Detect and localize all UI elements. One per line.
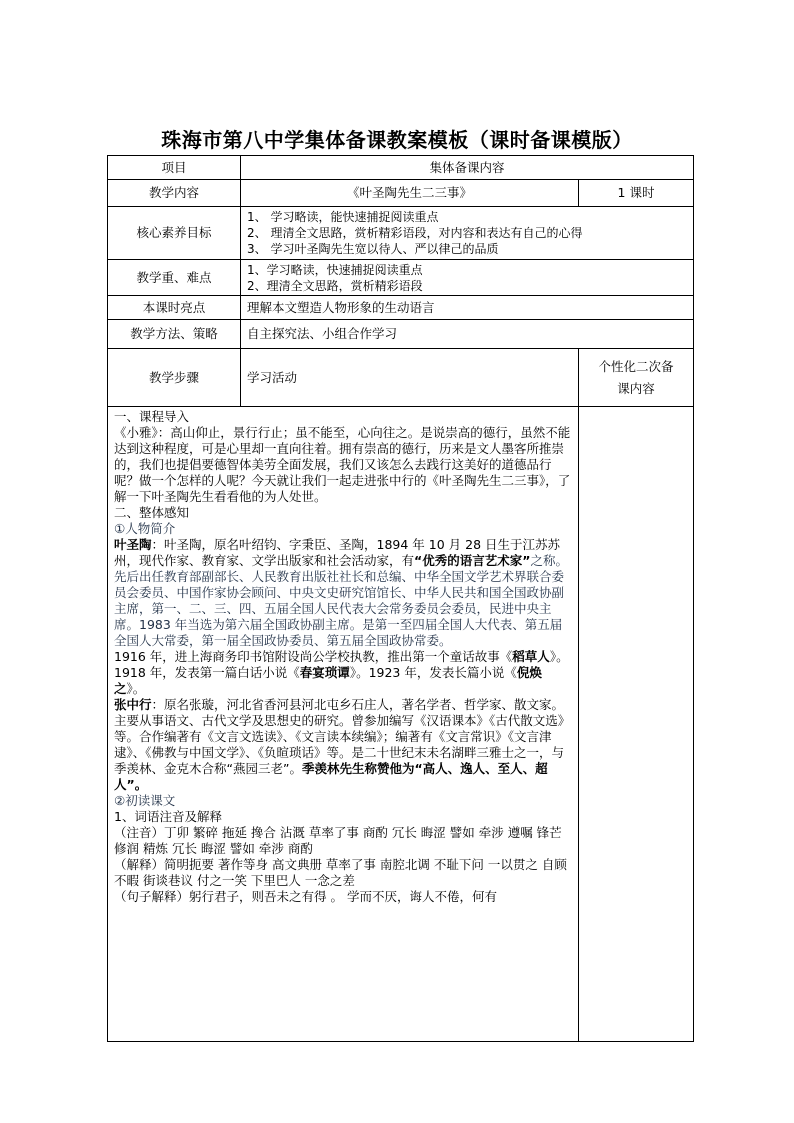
- lesson-body: [108, 407, 579, 1042]
- works-text: 1916 年，进上海商务印书馆附设尚公学校执教，推出第一个童话故事《: [114, 649, 513, 664]
- steps-personal-line: 个性化二次备: [598, 358, 674, 374]
- steps-personal-line: 课内容: [617, 380, 655, 396]
- section-heading: 二、整体感知: [114, 505, 190, 520]
- intro-paragraph: 《小雅》：高山仰止，景行行止；虽不能至，心向往之。是说崇高的德行，虽然不能达到这种程度，可是心里却一直向往着。拥有崇高的德行，历来是文人墨客所推崇的，我们也提倡要德智体美劳全面发展，我们又该怎么去践行这美好的道德品行呢？做一个怎样的人呢？今天就让我们一起走进张中行的《叶圣陶先生二三事》，了解一下叶圣陶先生看看他的为人处世。: [114, 425, 571, 504]
- teaching-content-value: 《叶圣陶先生二三事》: [241, 180, 579, 207]
- header-row: [108, 156, 694, 180]
- core-goal-item: 3、 学习叶圣陶先生宽以待人、严以律己的品质: [247, 242, 499, 256]
- lesson-plan-table: [107, 155, 694, 1042]
- works-text: 》。1923 年，发表长篇小说《: [349, 665, 517, 680]
- steps-row: [108, 349, 694, 407]
- bio-text: ：原名张璇，河北省香河县河北屯乡石庄人，著名学者、哲学家、散文家。主要从事语文、古代文学及思想史的研究。曾参加编写《汉语课本》《古代散文选》等。合作编著有《文言文选读》、《文言读本续编》；编著有《文言常识》《文言津逮》、《佛教与中国文学》、《负暄琐话》等。是二十世纪末未名湖畔三雅士之一，与季羡林、金克木合称“燕园三老”。: [114, 697, 571, 776]
- methods-row: [108, 320, 694, 349]
- bio-text: ：叶圣陶，原名叶绍钧、字秉臣、圣陶，1894 年 10 月 28 日生于江苏苏州，现代作家、教育家、文学出版家和社会活动家，有: [114, 537, 561, 568]
- bio-emphasis: “优秀的语言艺术家”: [414, 553, 531, 568]
- key-point-item: 1、学习略读，快速捕捉阅读重点: [247, 262, 423, 277]
- teaching-content-row: [108, 180, 694, 207]
- highlight-row: [108, 296, 694, 320]
- key-points-row: [108, 260, 694, 296]
- pronunciation-list: （注音）丁卯 繁碎 拖延 搀合 沾溉 草率了事 商酌 冗长 晦涩 譬如 牵涉 遵嘱 锋芒 修润 精炼 冗长 晦涩 譬如 牵涉 商酌: [114, 825, 562, 856]
- work-title: 春宴琐谭: [299, 665, 350, 680]
- vocab-heading: 1、词语注音及解释: [114, 809, 222, 824]
- page-title: 珠海市第八中学集体备课教案模板（课时备课模版）: [161, 128, 633, 152]
- header-content: 集体备课内容: [241, 156, 694, 180]
- core-goals-list: [241, 207, 694, 260]
- highlight-value: 理解本文塑造人物形象的生动语言: [241, 296, 694, 320]
- ye-works-paragraph: [114, 649, 572, 697]
- core-goal-item: 2、 理清全文思路，赏析精彩语段，对内容和表达有自己的心得: [247, 226, 583, 240]
- core-goal-item: 1、 学习略读，能快速捕捉阅读重点: [247, 210, 439, 224]
- teaching-content-hours: 1 课时: [579, 180, 694, 207]
- works-text: 》。: [126, 681, 146, 696]
- work-title: 倪焕之: [114, 665, 542, 696]
- highlight-label: 本课时亮点: [108, 296, 241, 320]
- steps-label: 教学步骤: [108, 349, 241, 407]
- key-point-item: 2、理清全文思路，赏析精彩语段: [247, 278, 423, 293]
- core-goals-label: 核心素养目标: [108, 207, 241, 260]
- explanation-list: （解释）简明扼要 著作等身 高文典册 草率了事 南腔北调 不耻下问 一以贯之 自顾不暇 街谈巷议 付之一笑 下里巴人 一念之差: [114, 857, 567, 888]
- personal-notes-cell: [579, 407, 694, 1042]
- bio-emphasis: 季羡林先生称赞他为“高人、逸人、至人、超人”。: [114, 761, 548, 792]
- steps-personal: [579, 349, 694, 407]
- section-heading: 一、课程导入: [114, 409, 190, 424]
- ye-bio-paragraph: [114, 537, 572, 649]
- person-name: 张中行: [114, 697, 152, 712]
- methods-label: 教学方法、策略: [108, 320, 241, 349]
- work-title: 稻草人: [512, 649, 550, 664]
- bio-text: 之称。先后出任教育部副部长、人民教育出版社社长和总编、中华全国文学艺术界联合委员会委员、中国作家协会顾问、中央文史研究馆馆长、中华人民共和国全国政协副主席，第一、二、三、四、五届全国人民代表大会常务委员会委员，民进中央主席。1983 年当选为第六届全国政协副主席。是第一至四届全国人大代表、第五届全国人大常委，第一届全国政协委员、第五届全国政协常委。: [114, 553, 568, 648]
- core-goals-row: [108, 207, 694, 260]
- teaching-content-label: 教学内容: [108, 180, 241, 207]
- person-name: 叶圣陶: [114, 537, 152, 552]
- steps-activity: 学习活动: [241, 349, 579, 407]
- body-row: [108, 407, 694, 1042]
- key-points-label: 教学重、难点: [108, 260, 241, 296]
- subsection-heading: ①人物简介: [114, 521, 176, 536]
- sentence-explanation: （句子解释）躬行君子，则吾未之有得 。 学而不厌，诲人不倦，何有: [114, 889, 497, 904]
- subsection-heading: ②初读课文: [114, 793, 176, 808]
- key-points-list: [241, 260, 694, 296]
- zh-bio-paragraph: [114, 697, 572, 793]
- works-text: 》。 1918 年，发表第一篇白话小说《: [114, 649, 569, 680]
- methods-value: 自主探究法、小组合作学习: [241, 320, 694, 349]
- header-item: 项目: [108, 156, 241, 180]
